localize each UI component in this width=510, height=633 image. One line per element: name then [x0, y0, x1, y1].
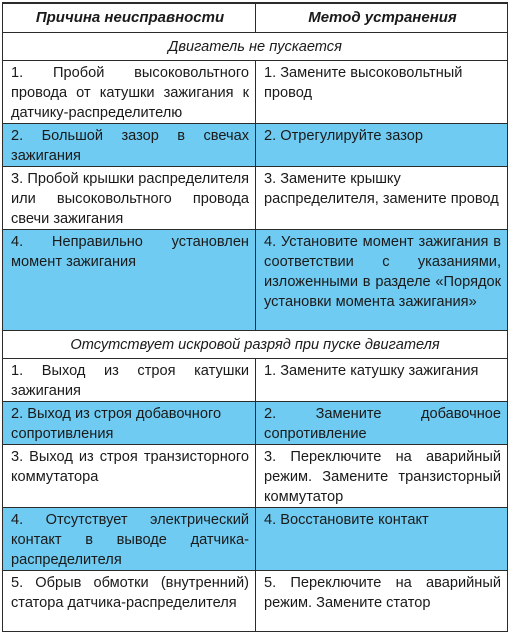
cause-cell: 4. Неправильно установлен момент зажигания	[3, 230, 256, 331]
cause-cell: 3. Выход из строя транзисторного коммутатора	[3, 445, 256, 508]
section-title: Двигатель не пускается	[3, 33, 508, 61]
header-cause: Причина неисправности	[3, 3, 256, 33]
remedy-cell: 4. Установите момент зажигания в соответствии с указаниями, изложенными в разделе «Порядок установки момента зажигания»	[256, 230, 508, 331]
section-title: Отсутствует искровой разряд при пуске двигателя	[3, 331, 508, 359]
troubleshooting-table	[2, 2, 508, 632]
remedy-cell: 4. Восстановите контакт	[256, 508, 508, 571]
cause-cell: 2. Выход из строя добавочного сопротивления	[3, 402, 256, 445]
remedy-cell: 3. Переключите на аварийный режим. Замените транзисторный коммутатор	[256, 445, 508, 508]
cause-cell: 4. Отсутствует электрический контакт в выводе датчика-распределителя	[3, 508, 256, 571]
header-remedy: Метод устранения	[256, 3, 508, 33]
remedy-cell: 3. Замените крышку распределителя, замените провод	[256, 167, 508, 230]
remedy-cell: 1. Замените катушку зажигания	[256, 359, 508, 402]
remedy-cell: 2. Отрегулируйте зазор	[256, 124, 508, 167]
cause-cell: 5. Обрыв обмотки (внутренний) статора датчика-распределителя	[3, 571, 256, 632]
cause-cell: 2. Большой зазор в свечах зажигания	[3, 124, 256, 167]
remedy-cell: 2. Замените добавочное сопротивление	[256, 402, 508, 445]
cause-cell: 3. Пробой крышки распределителя или высоковольтного провода свечи зажигания	[3, 167, 256, 230]
cause-cell: 1. Выход из строя катушки зажигания	[3, 359, 256, 402]
cause-cell: 1. Пробой высоковольтного провода от катушки зажигания к датчику-распределителю	[3, 61, 256, 124]
remedy-cell: 5. Переключите на аварийный режим. Замените статор	[256, 571, 508, 632]
remedy-cell: 1. Замените высоковольтный провод	[256, 61, 508, 124]
